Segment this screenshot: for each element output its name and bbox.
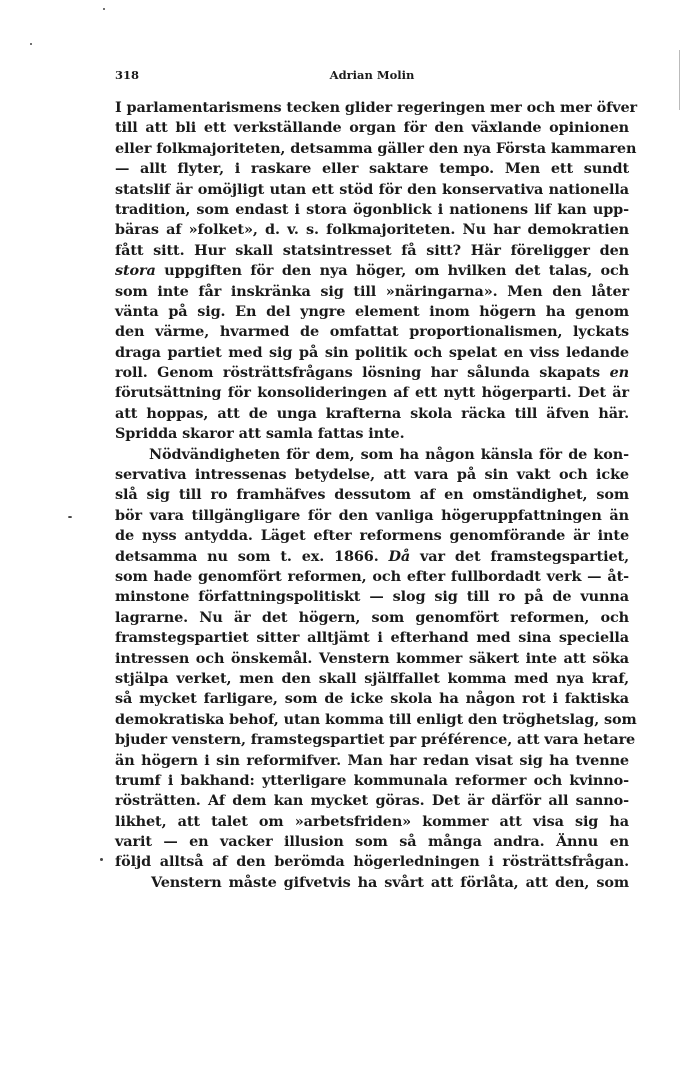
text-line: som inte får inskränka sig till »näringarna». Men den låter — [115, 282, 629, 300]
text-line: lagrarne. Nu är det högern, som genomfört reformen, och — [115, 608, 629, 626]
line-post: var det framstegspartiet, — [410, 547, 629, 565]
text-line: rösträtten. Af dem kan mycket göras. Det är därför all sanno- — [115, 792, 629, 810]
text-line: slå sig till ro framhäfves dessutom af en omständighet, som — [115, 486, 629, 504]
text-line: servativa intressenas betydelse, att vara på sin vakt och icke — [115, 466, 629, 484]
italic-word: stora — [115, 262, 156, 280]
text-line: förutsättning för konsolideringen af ett nytt högerparti. Det är — [115, 384, 629, 402]
text-line: bör vara tillgängligare för den vanliga högeruppfattningen än — [115, 506, 629, 524]
text-line: att hoppas, att de unga krafterna skola räcka till äfven här. — [115, 404, 629, 422]
text-line: bäras af »folket», d. v. s. folkmajoriteten. Nu har demokratien — [115, 221, 629, 239]
text-line — [115, 261, 629, 281]
text-line — [115, 547, 629, 567]
scan-speck — [100, 858, 103, 861]
italic-word: en — [609, 364, 629, 382]
scan-speck — [103, 8, 105, 10]
text-line: I parlamentarismens tecken glider regeringen mer och mer öfver — [115, 99, 638, 116]
body-text — [115, 98, 638, 893]
text-line: tradition, som endast i stora ögonblick i nationens lif kan upp- — [115, 200, 629, 218]
page-number: 318 — [115, 68, 140, 82]
scan-speck — [30, 43, 32, 45]
text-line: vänta på sig. En del yngre element inom högern ha genom — [115, 302, 629, 320]
text-line: den värme, hvarmed de omfattat proportionalismen, lyckats — [115, 323, 629, 341]
text-line: demokratiska behof, utan komma till enligt den tröghetslag, som — [115, 710, 637, 728]
text-line: draga partiet med sig på sin politik och spelat en viss ledande — [115, 343, 629, 361]
text-line: Nödvändigheten för dem, som ha någon känsla för de kon- — [149, 445, 629, 463]
text-line: varit — en vacker illusion som så många andra. Ännu en — [115, 833, 629, 851]
text-line: — allt flyter, i raskare eller saktare tempo. Men ett sundt — [115, 160, 629, 178]
text-line: framstegspartiet sitter alltjämt i efterhand med sina speciella — [115, 629, 629, 647]
text-line: till att bli ett verkställande organ för den växlande opinionen — [115, 119, 629, 137]
page-header — [115, 68, 629, 86]
text-line: stjälpa verket, men den skall själffallet komma med nya kraf, — [115, 669, 629, 687]
text-line: Spridda skaror att samla fattas inte. — [115, 425, 405, 443]
text-line: än högern i sin reformifver. Man har redan visat sig ha tvenne — [115, 751, 629, 769]
text-line: intressen och önskemål. Venstern kommer säkert inte att söka — [115, 649, 629, 667]
text-line — [115, 363, 629, 383]
text-line: fått sitt. Hur skall statsintresset få sitt? Här föreligger den — [115, 241, 629, 259]
text-line: trumf i bakhand: ytterligare kommunala reformer och kvinno- — [115, 771, 629, 789]
text-line: de nyss antydda. Läget efter reformens genomförande är inte — [115, 527, 629, 545]
line-pre: detsamma nu som t. ex. 1866. — [115, 547, 389, 565]
text-line: som hade genomfört reformen, och efter fullbordadt verk — åt- — [115, 567, 629, 585]
line-post: uppgiften för den nya höger, om hvilken det talas, och — [155, 262, 629, 280]
running-head: Adrian Molin — [329, 68, 415, 82]
scan-speck — [68, 516, 72, 518]
text-line: minstone författningspolitiskt — slog sig till ro på de vunna — [115, 588, 629, 606]
italic-word: Då — [388, 547, 411, 565]
text-line: eller folkmajoriteten, detsamma gäller den nya Första kammaren — [115, 139, 637, 157]
text-line: statslif är omöjligt utan ett stöd för den konservativa nationella — [115, 180, 629, 198]
text-line: Venstern måste gifvetvis ha svårt att förlåta, att den, som — [151, 873, 629, 891]
text-line: bjuder venstern, framstegspartiet par préférence, att vara hetare — [115, 731, 636, 749]
text-line: följd alltså af den berömda högerledningen i rösträttsfrågan. — [115, 853, 629, 871]
line-pre: roll. Genom rösträttsfrågans lösning har sålunda skapats — [115, 364, 610, 382]
text-line: så mycket farligare, som de icke skola ha någon rot i faktiska — [115, 690, 629, 708]
text-line: likhet, att talet om »arbetsfriden» kommer att visa sig ha — [115, 812, 629, 830]
